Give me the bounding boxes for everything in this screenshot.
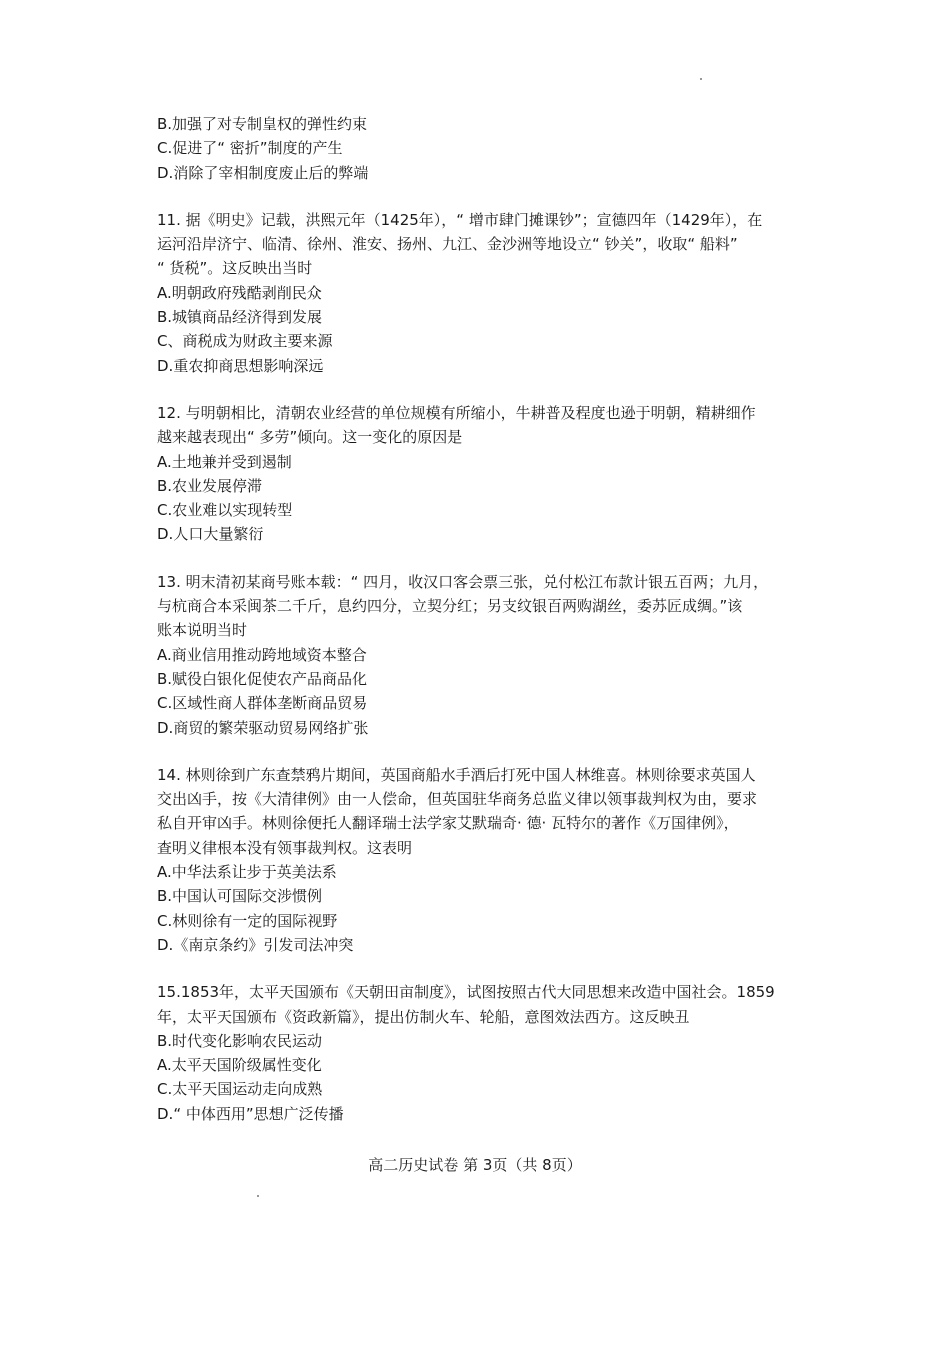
question-stem-line: 越来越表现出“ 多劳”倾向。这一变化的原因是 bbox=[157, 428, 463, 447]
question-12 bbox=[157, 401, 807, 547]
question-stem-line: 12. 与明朝相比，清朝农业经营的单位规模有所缩小，牛耕普及程度也逊于明朝，精耕细作 bbox=[157, 403, 756, 422]
question-15 bbox=[157, 980, 807, 1126]
question-13 bbox=[157, 570, 807, 740]
question-stem-line: “ 货税”。这反映出当时 bbox=[157, 259, 313, 278]
option-c: C.区域性商人群体垄断商品贸易 bbox=[157, 694, 368, 713]
option-b: B.赋役白银化促使农产品商品化 bbox=[157, 669, 368, 688]
scan-speck bbox=[257, 1195, 259, 1197]
question-stem-line: 私自开审凶手。林则徐便托人翻译瑞士法学家艾默瑞奇· 德· 瓦特尔的著作《万国律例》， bbox=[157, 814, 739, 833]
page-footer: 高二历史试卷 第 3页（共 8页） bbox=[368, 1156, 582, 1174]
option-b: B.农业发展停滞 bbox=[157, 476, 263, 495]
option-d: D.《南京条约》引发司法冲突 bbox=[157, 935, 354, 954]
question-stem-line: 年，太平天国颁布《资政新篇》，提出仿制火车、轮船，意图效法西方。这反映丑 bbox=[157, 1007, 690, 1026]
question-10-options bbox=[157, 112, 807, 185]
question-stem-line: 与杭商合本采闽茶二千斤，息约四分，立契分红；另支纹银百两购湖丝，委苏匠成绸。”该 bbox=[157, 597, 743, 616]
option-d: D.消除了宰相制度废止后的弊端 bbox=[157, 163, 369, 182]
option-b: B.时代变化影响农民运动 bbox=[157, 1031, 323, 1050]
option-a: A.中华法系让步于英美法系 bbox=[157, 863, 337, 882]
question-11 bbox=[157, 208, 807, 378]
scan-speck bbox=[700, 78, 702, 80]
option-a: A.太平天国阶级属性变化 bbox=[157, 1056, 322, 1075]
question-stem-line: 运河沿岸济宁、临清、徐州、淮安、扬州、九江、金沙洲等地设立“ 钞关”，收取“ 船料” bbox=[157, 235, 738, 254]
option-d: D.重农抑商思想影响深远 bbox=[157, 356, 324, 375]
option-b: B.中国认可国际交涉惯例 bbox=[157, 887, 323, 906]
question-stem-line: 13. 明末清初某商号账本载：“ 四月，收汉口客会票三张，兑付松江布款计银五百两；九月， bbox=[157, 572, 769, 591]
option-b: B.城镇商品经济得到发展 bbox=[157, 308, 323, 327]
option-a: A.明朝政府残酷剥削民众 bbox=[157, 283, 322, 302]
option-c: C.促进了“ 密折”制度的产生 bbox=[157, 139, 343, 158]
option-c: C.太平天国运动走向成熟 bbox=[157, 1080, 323, 1099]
option-c: C、商税成为财政主要来源 bbox=[157, 332, 333, 351]
question-stem-line: 账本说明当时 bbox=[157, 621, 248, 640]
questions-body bbox=[157, 112, 807, 1126]
question-stem-line: 交出凶手，按《大清律例》由一人偿命，但英国驻华商务总监义律以领事裁判权为由，要求 bbox=[157, 790, 758, 809]
question-stem-line: 查明义律根本没有领事裁判权。这表明 bbox=[157, 838, 413, 857]
option-c: C.农业难以实现转型 bbox=[157, 501, 293, 520]
option-d: D.“ 中体西用”思想广泛传播 bbox=[157, 1104, 344, 1123]
question-14 bbox=[157, 763, 807, 957]
option-b: B.加强了对专制皇权的弹性约束 bbox=[157, 115, 368, 133]
option-c: C.林则徐有一定的国际视野 bbox=[157, 911, 338, 930]
option-d: D.商贸的繁荣驱动贸易网络扩张 bbox=[157, 718, 369, 737]
option-a: A.商业信用推动跨地域资本整合 bbox=[157, 645, 367, 664]
question-stem-line: 14. 林则徐到广东查禁鸦片期间，英国商船水手酒后打死中国人林维喜。林则徐要求英国人 bbox=[157, 765, 756, 784]
option-d: D.人口大量繁衍 bbox=[157, 525, 264, 544]
question-stem-line: 11. 据《明史》记载，洪熙元年（1425年），“ 增市肆门摊课钞”；宣德四年（1429年），在 bbox=[157, 210, 763, 229]
question-stem-line: 15.1853年，太平天国颁布《天朝田亩制度》，试图按照古代大同思想来改造中国社会。1859 bbox=[157, 983, 775, 1002]
option-a: A.土地兼并受到遏制 bbox=[157, 452, 292, 471]
